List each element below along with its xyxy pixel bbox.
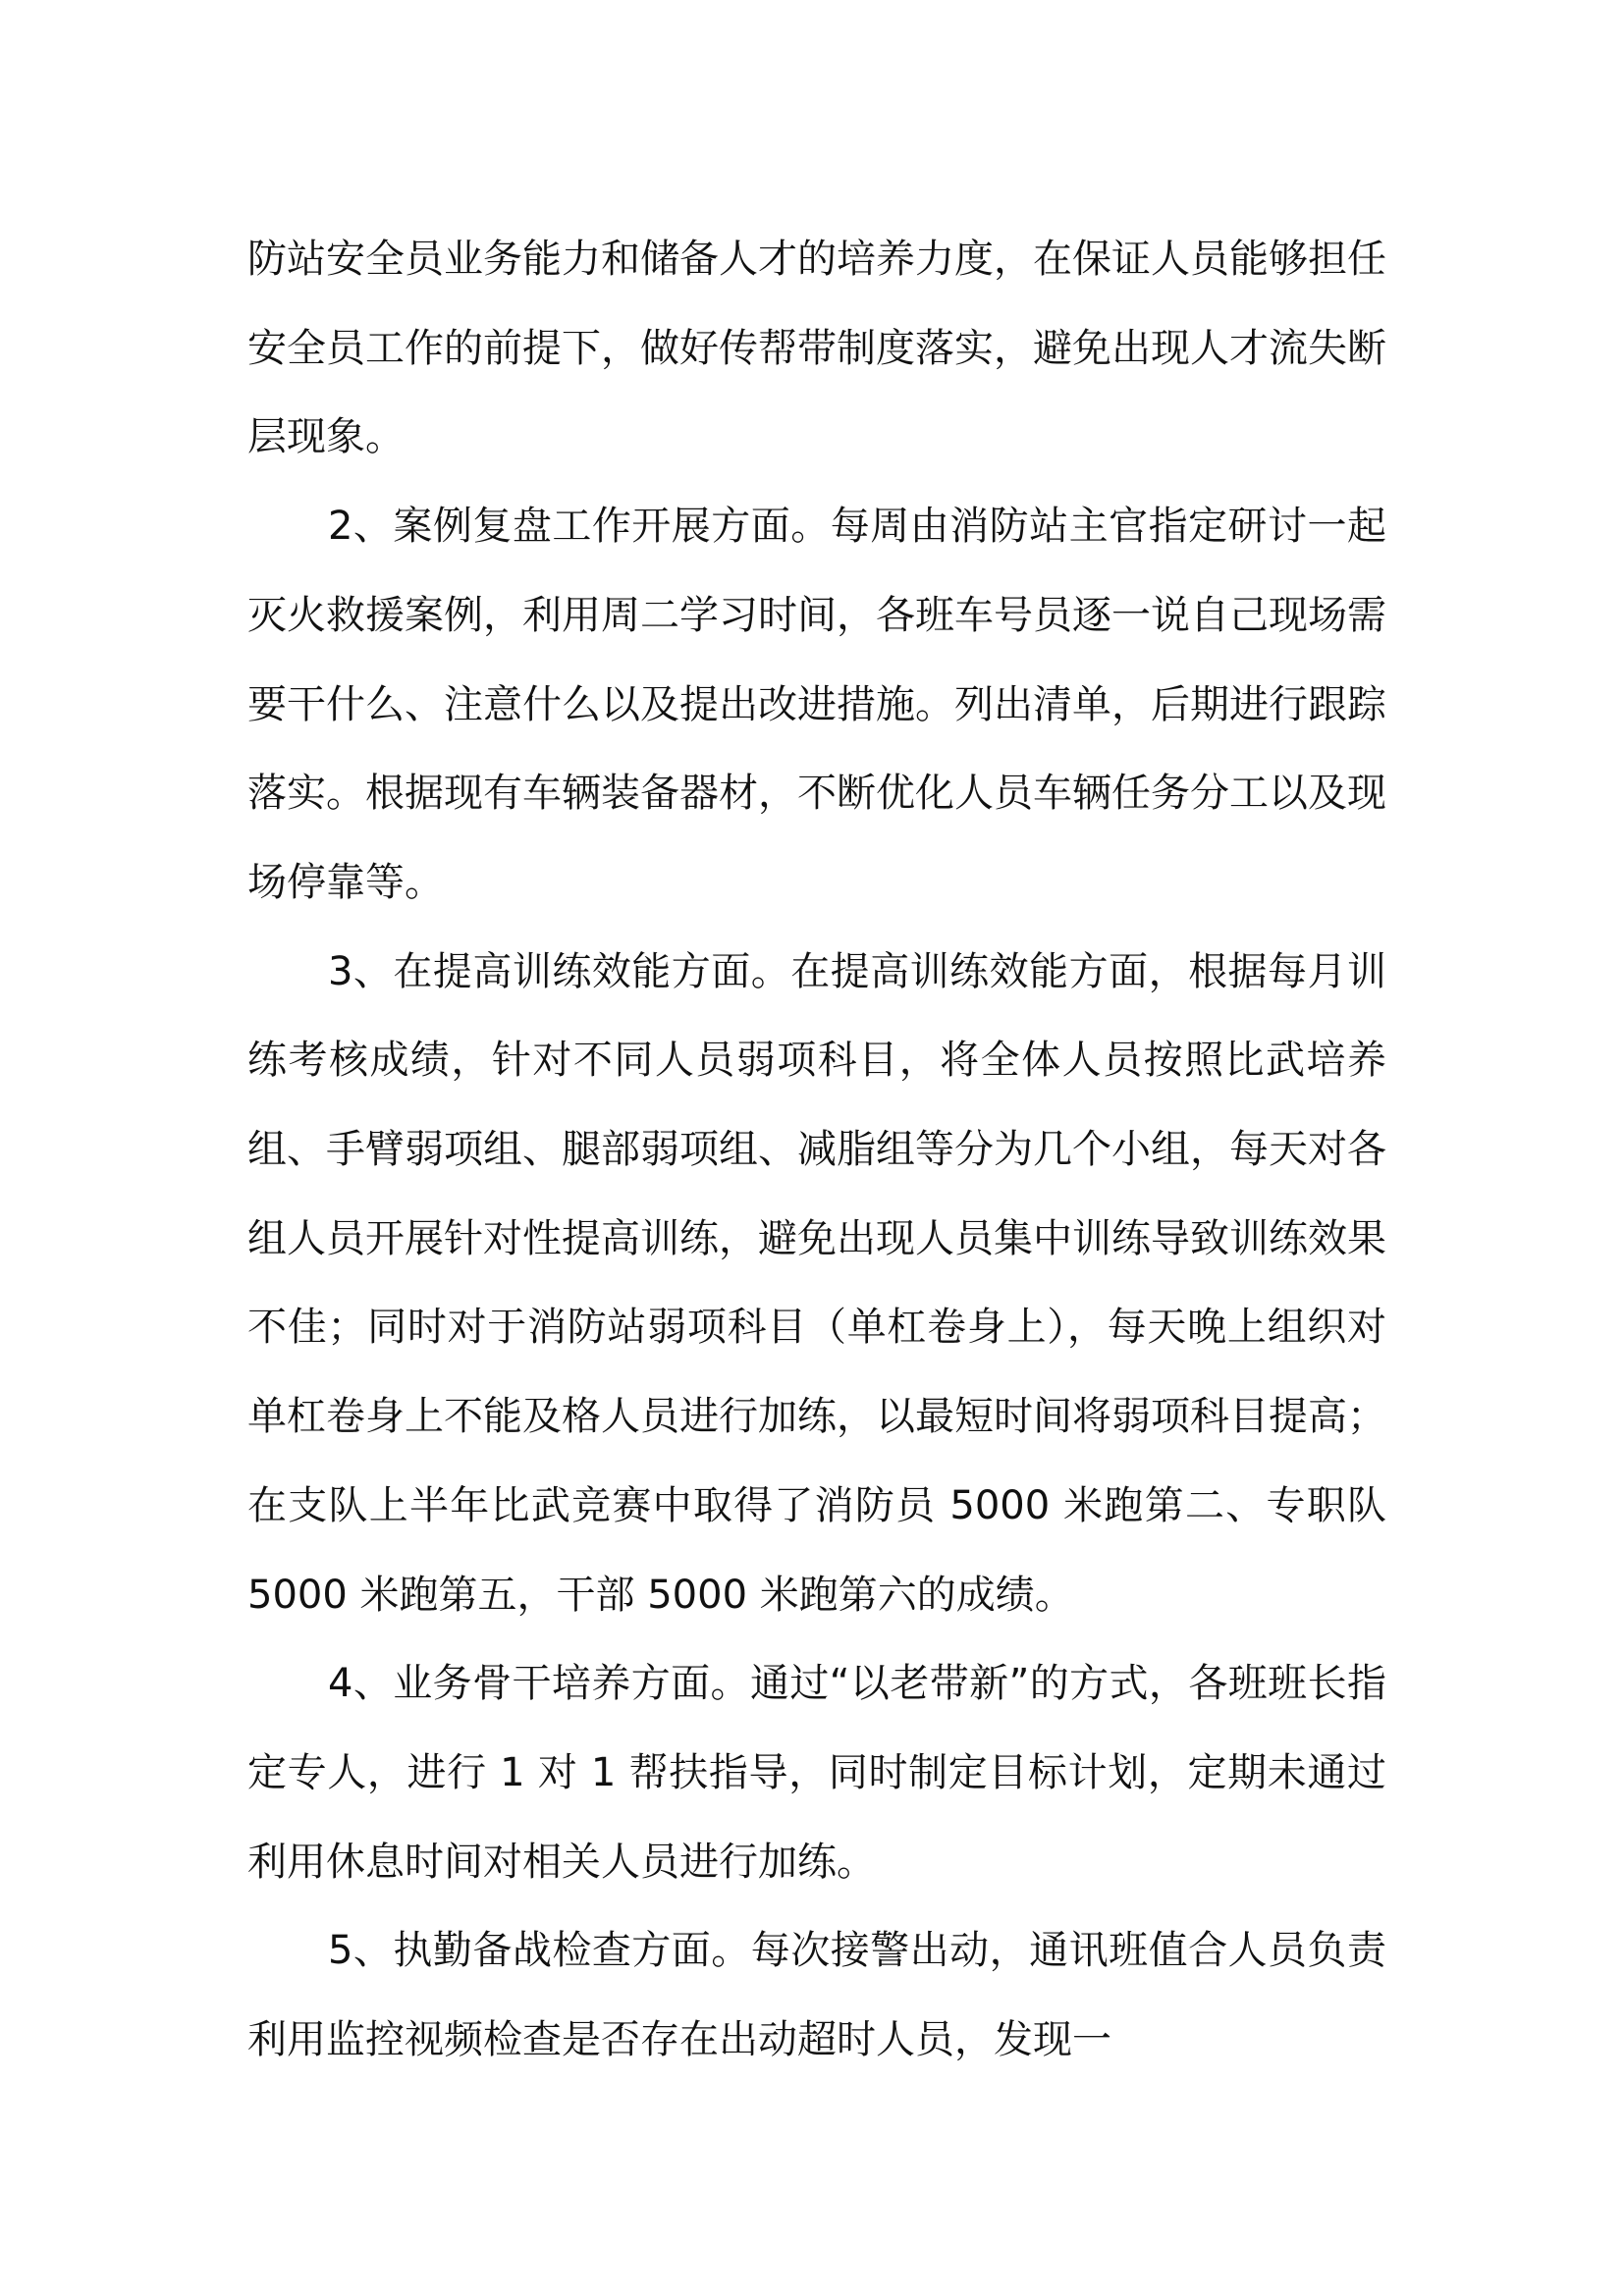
document-body (247, 215, 1386, 2085)
paragraph-continuation: 防站安全员业务能力和储备人才的培养力度，在保证人员能够担任安全员工作的前提下，做好传帮带制度落实，避免出现人才流失断层现象。 (247, 237, 1386, 460)
paragraph-training-efficiency: 3、在提高训练效能方面。在提高训练效能方面，根据每月训练考核成绩，针对不同人员弱项科目，将全体人员按照比武培养组、手臂弱项组、腿部弱项组、减脂组等分为几个小组，每天对各组人员开展针对性提高训练，避免出现人员集中训练导致训练效果不佳；同时对于消防站弱项科目（单杠卷身上），每天晚上组织对单杠卷身上不能及格人员进行加练，以最短时间将弱项科目提高；在支队上半年比武竞赛中取得了消防员 5000 米跑第二、专职队 5000 米跑第五，干部 5000 米跑第六的成绩。 (247, 948, 1386, 1618)
paragraph-duty-inspection: 5、执勤备战检查方面。每次接警出动，通讯班值合人员负责利用监控视频检查是否存在出动超时人员，发现一 (247, 1928, 1386, 2063)
paragraph-backbone-training: 4、业务骨干培养方面。通过“以老带新”的方式，各班班长指定专人，进行 1 对 1 帮扶指导，同时制定目标计划，定期未通过利用休息时间对相关人员进行加练。 (247, 1661, 1386, 1885)
paragraph-case-review: 2、案例复盘工作开展方面。每周由消防站主官指定研讨一起灭火救援案例，利用周二学习时间，各班车号员逐一说自己现场需要干什么、注意什么以及提出改进措施。列出清单，后期进行跟踪落实。根据现有车辆装备器材，不断优化人员车辆任务分工以及现场停靠等。 (247, 504, 1386, 905)
